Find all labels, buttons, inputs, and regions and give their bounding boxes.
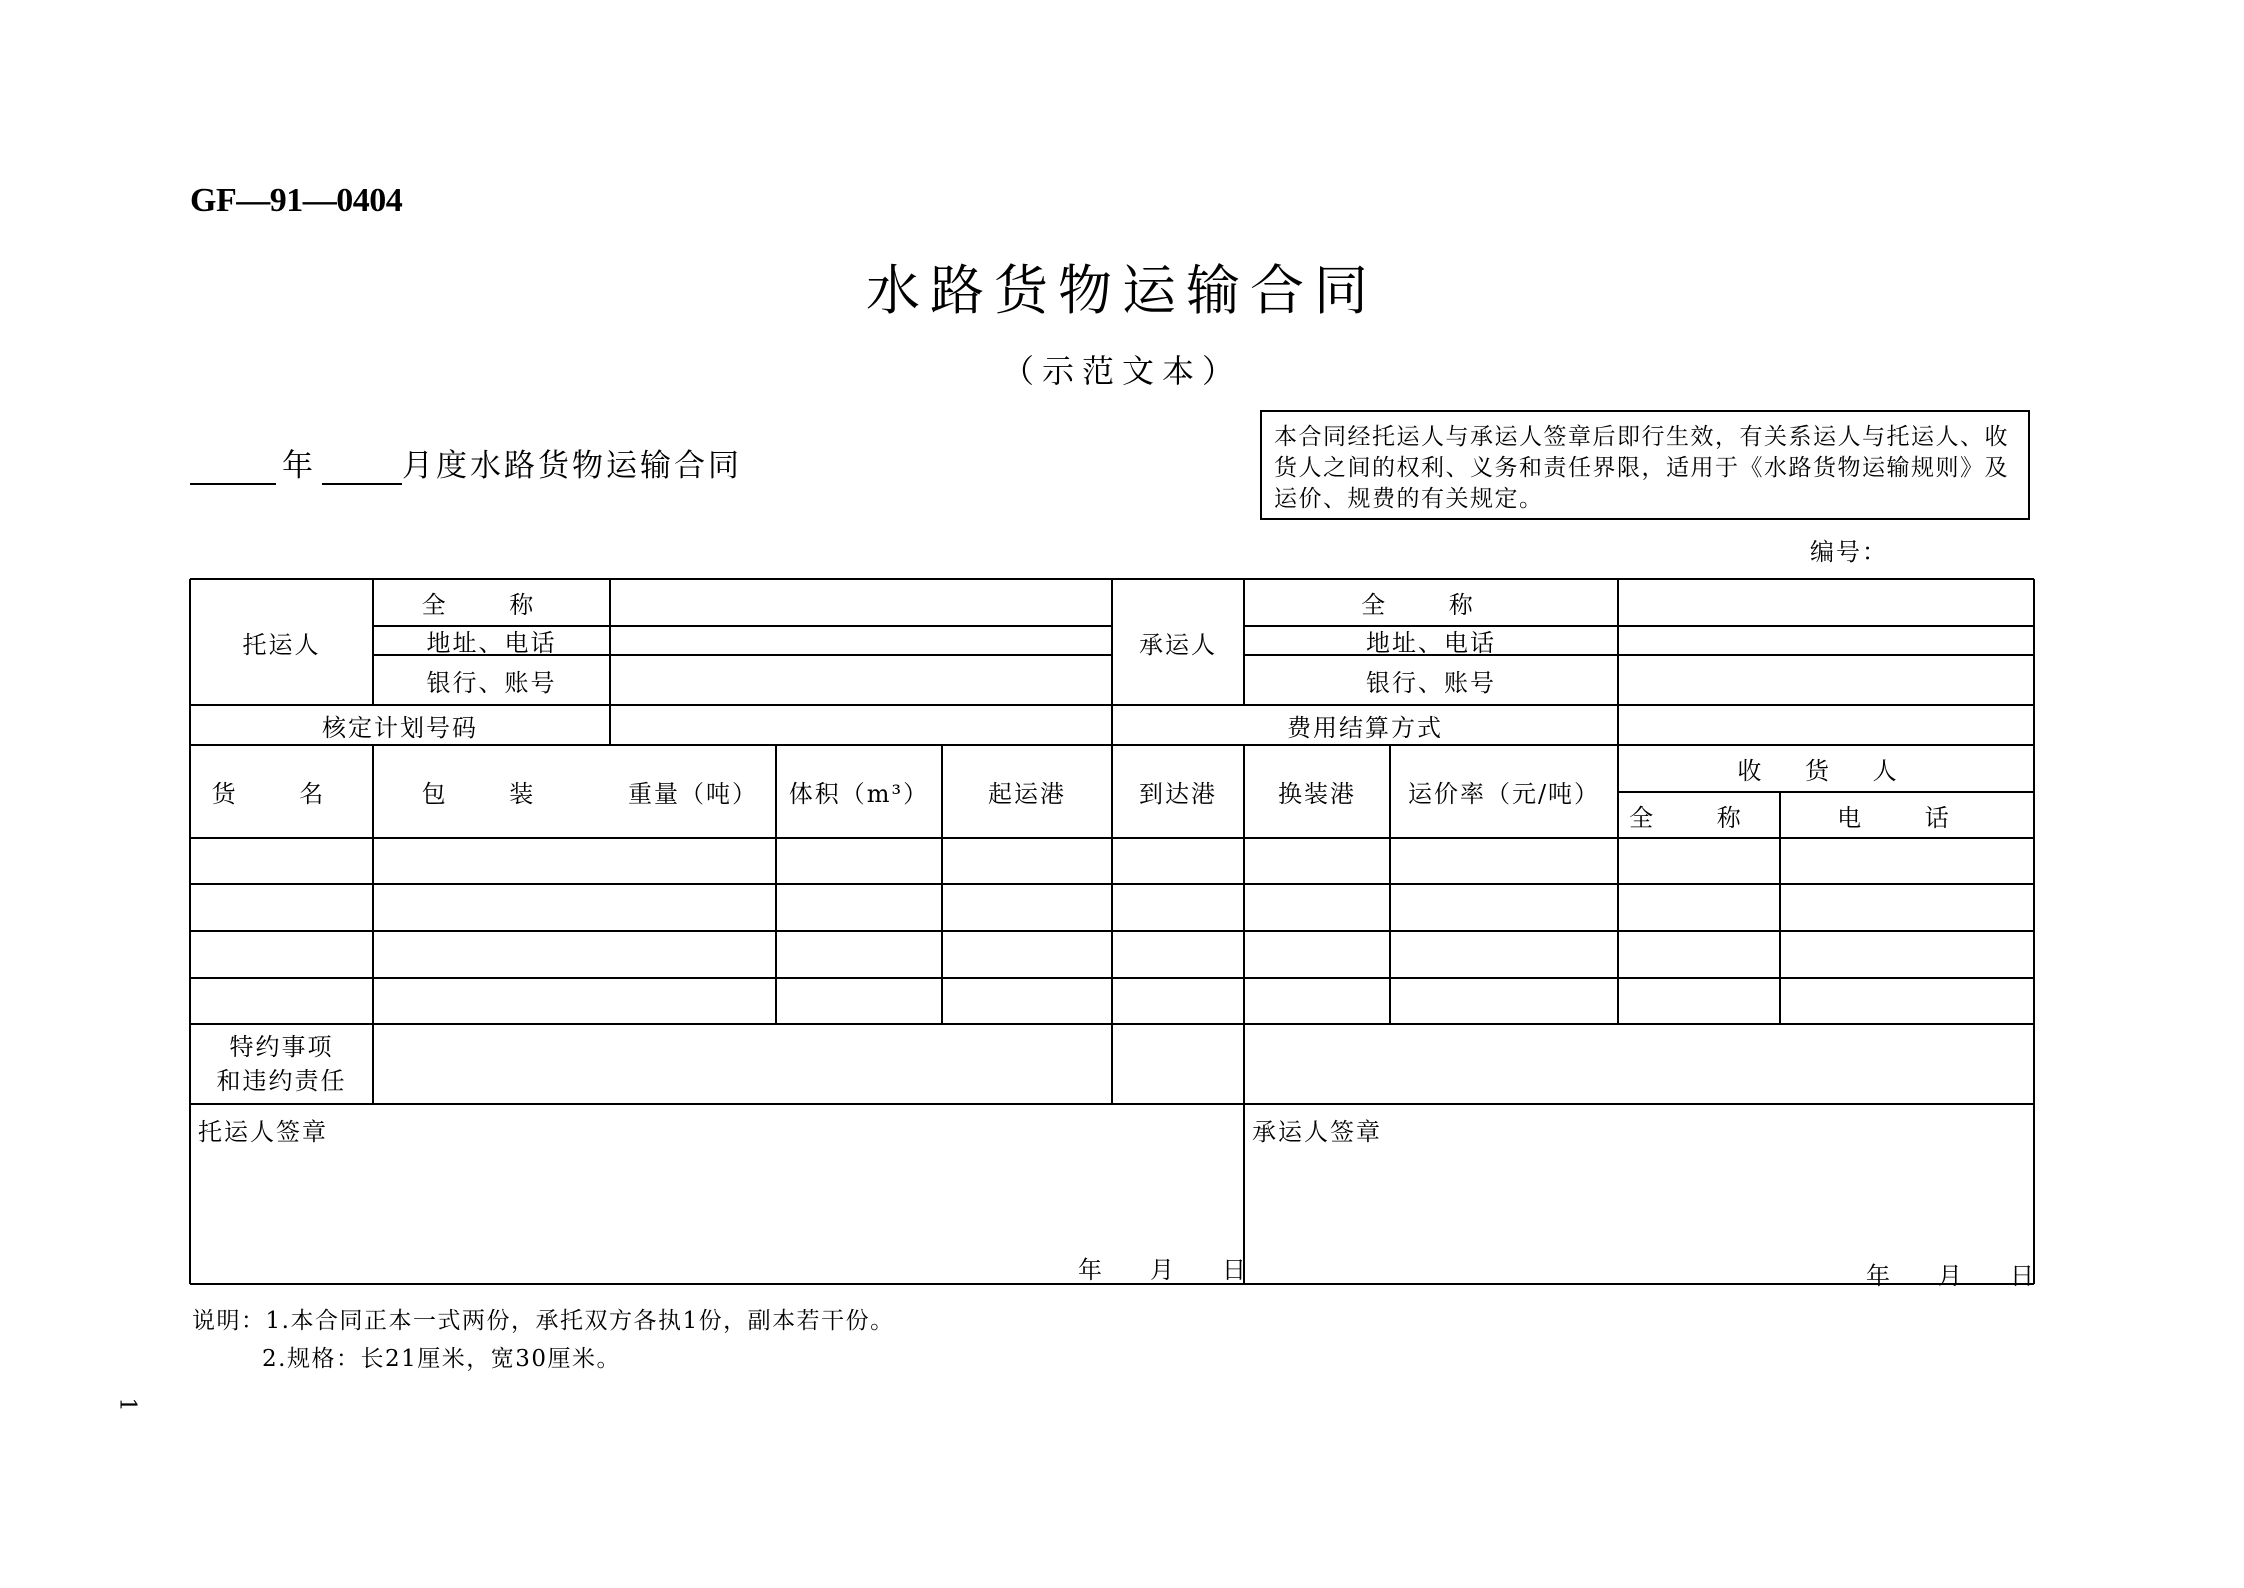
shipper-bank-field[interactable] bbox=[610, 655, 1112, 705]
shipper-label: 托运人 bbox=[242, 630, 321, 659]
col-origin-port: 起运港 bbox=[988, 780, 1066, 808]
shipper-name-label: 全 称 bbox=[421, 591, 562, 619]
col-consignee-phone: 电 话 bbox=[1837, 803, 1977, 832]
page-number: 1 bbox=[114, 1397, 140, 1412]
col-packing: 包 装 bbox=[421, 780, 562, 808]
notes bbox=[192, 1302, 895, 1378]
carrier-label: 承运人 bbox=[1139, 630, 1217, 659]
carrier-name-label: 全 称 bbox=[1361, 591, 1501, 619]
carrier-signature-label: 承运人签章 bbox=[1252, 1118, 1382, 1146]
shipper-address-field[interactable] bbox=[610, 626, 1112, 655]
shipper-address-label: 地址、电话 bbox=[426, 629, 557, 657]
shipper-bank-label: 银行、账号 bbox=[426, 668, 557, 697]
shipper-sign-date bbox=[1078, 1250, 1246, 1285]
col-freight-rate: 运价率（元/吨） bbox=[1407, 780, 1601, 808]
date-day: 日 bbox=[2010, 1262, 2034, 1290]
plan-number-field[interactable] bbox=[610, 705, 1112, 745]
carrier-sign-date bbox=[1866, 1256, 2034, 1291]
form-code: GF—91—0404 bbox=[190, 182, 403, 219]
date-day: 日 bbox=[1222, 1256, 1246, 1284]
col-consignee-name: 全 称 bbox=[1629, 803, 1769, 832]
serial-number-label: 编号： bbox=[1810, 538, 1888, 566]
plan-number-label: 核定计划号码 bbox=[322, 713, 478, 742]
col-volume: 体积（m³） bbox=[788, 780, 930, 808]
carrier-bank-label: 银行、账号 bbox=[1366, 668, 1496, 697]
settlement-label: 费用结算方式 bbox=[1287, 713, 1443, 742]
document-subtitle: （示范文本） bbox=[1001, 352, 1242, 390]
col-destination-port: 到达港 bbox=[1139, 780, 1217, 808]
carrier-address-label: 地址、电话 bbox=[1366, 629, 1496, 657]
col-goods: 货 名 bbox=[211, 780, 352, 808]
validity-notice: 本合同经托运人与承运人签章后即行生效，有关系运人与托运人、收货人之间的权利、义务和责任界限，适用于《水路货物运输规则》及运价、规费的有关规定。 bbox=[1260, 410, 2030, 520]
col-consignee: 收 货 人 bbox=[1737, 757, 1915, 785]
date-month: 月 bbox=[1150, 1256, 1174, 1284]
settlement-field[interactable] bbox=[1618, 705, 2034, 745]
date-year: 年 bbox=[1866, 1262, 1890, 1290]
date-year: 年 bbox=[1078, 1256, 1102, 1284]
special-terms-label bbox=[190, 1024, 373, 1104]
shipper-name-field[interactable] bbox=[610, 579, 1112, 626]
shipper-signature-label: 托运人签章 bbox=[198, 1118, 328, 1146]
carrier-bank-field[interactable] bbox=[1618, 655, 2034, 705]
year-label: 年 bbox=[282, 448, 316, 484]
document-title: 水路货物运输合同 bbox=[866, 259, 1378, 322]
carrier-address-field[interactable] bbox=[1618, 626, 2034, 655]
col-transfer-port: 换装港 bbox=[1278, 780, 1356, 808]
col-weight: 重量（吨） bbox=[628, 780, 758, 808]
special-terms-line1: 特约事项 bbox=[229, 1033, 334, 1061]
carrier-name-field[interactable] bbox=[1618, 579, 2034, 626]
note-line-1: 说明：1.本合同正本一式两份，承托双方各执1份，副本若干份。 bbox=[192, 1308, 895, 1334]
date-month: 月 bbox=[1938, 1262, 1962, 1290]
special-terms-line2: 和违约责任 bbox=[216, 1067, 347, 1095]
month-line-suffix: 月度水路货物运输合同 bbox=[402, 448, 742, 484]
note-line-2: 2.规格：长21厘米，宽30厘米。 bbox=[262, 1346, 621, 1372]
special-terms-field[interactable] bbox=[373, 1024, 2034, 1104]
